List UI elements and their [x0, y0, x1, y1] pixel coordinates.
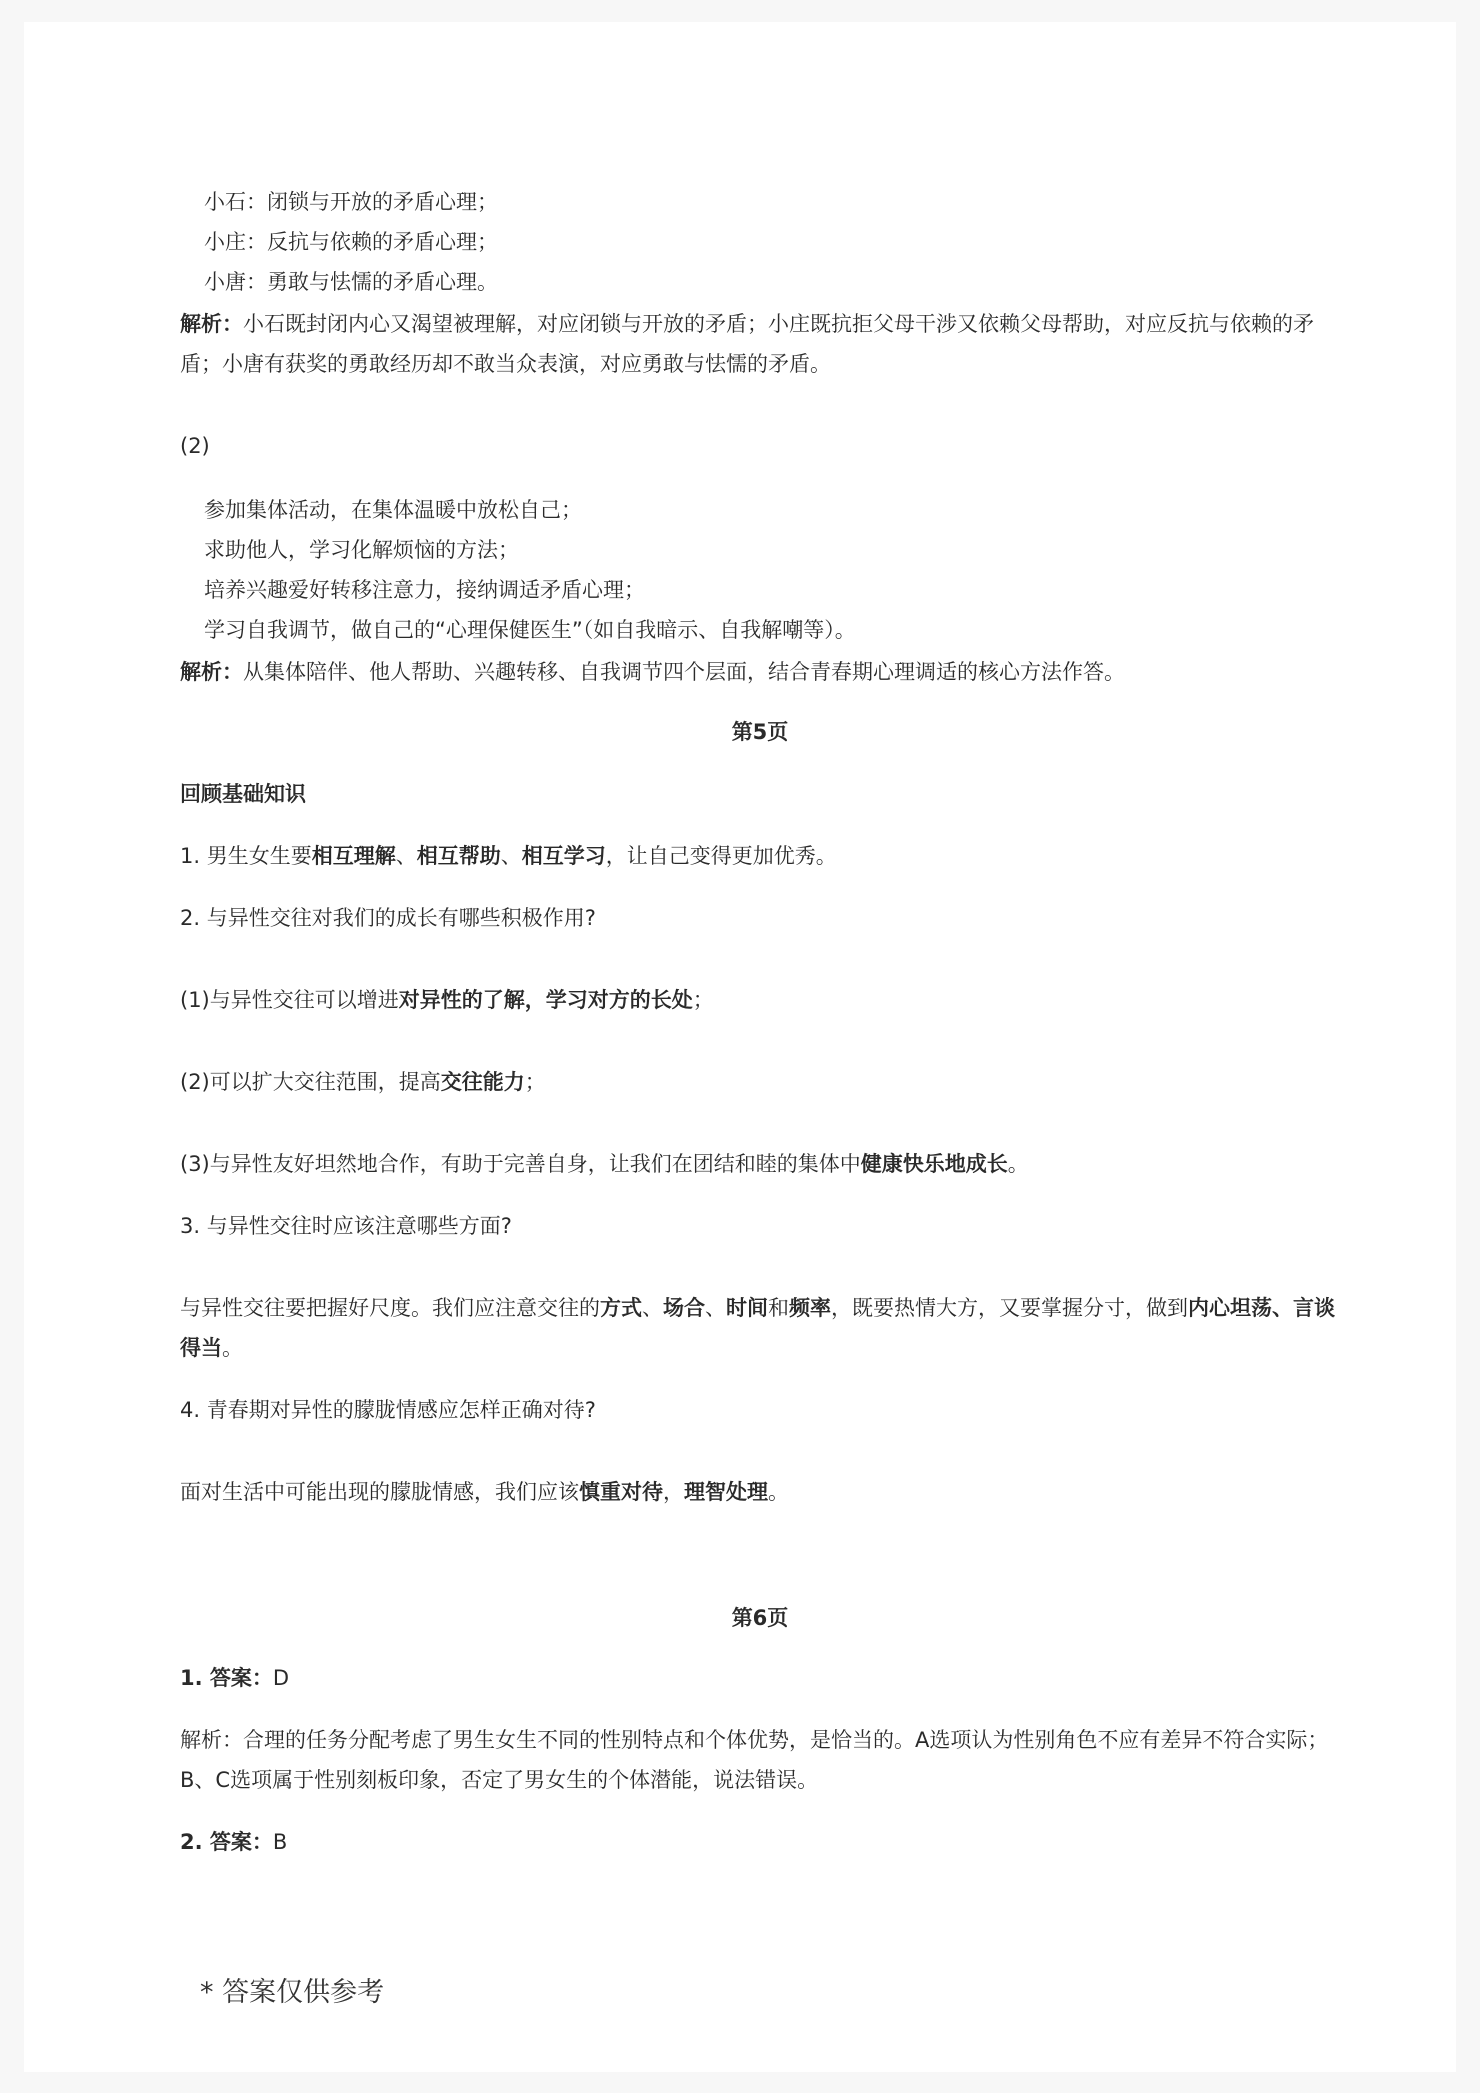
bold-text: 频率: [789, 1296, 831, 1320]
analysis-label: 解析：: [180, 312, 243, 336]
bold-text: 相互帮助: [416, 844, 501, 868]
bold-text: 对异性的了解，学习对方的长处: [398, 988, 693, 1012]
list-item: 参加集体活动，在集体温暖中放松自己；: [204, 498, 582, 522]
answer-value: D: [272, 1666, 290, 1690]
bold-text: 内心坦荡、言谈得当: [180, 1296, 1335, 1360]
text: ，让自己变得更加优秀。: [605, 844, 837, 868]
text: (3)与异性友好坦然地合作，有助于完善自身，让我们在团结和睦的集体中: [180, 1152, 861, 1176]
text: ；: [692, 988, 714, 1012]
part2-analysis: [180, 652, 1125, 692]
text: (2)可以扩大交往范围，提高: [180, 1070, 441, 1094]
text: ，既要热情大方，又要掌握分寸，做到: [831, 1296, 1188, 1320]
part1-list: [180, 182, 498, 302]
text: 面对生活中可能出现的朦胧情感，我们应该: [180, 1480, 579, 1504]
list-item: 培养兴趣爱好转移注意力，接纳调适矛盾心理；: [204, 578, 645, 602]
question-2: 2. 与异性交往对我们的成长有哪些积极作用?: [180, 906, 596, 930]
question-2-answer-3: [180, 1144, 1029, 1184]
text: 、: [500, 844, 522, 868]
list-item: 学习自我调节，做自己的“心理保健医生”（如自我暗示、自我解嘲等）。: [204, 618, 856, 642]
part2-number: (2): [180, 434, 210, 458]
question-3: 3. 与异性交往时应该注意哪些方面?: [180, 1214, 512, 1238]
bold-text: 场合: [663, 1296, 705, 1320]
text: ，: [663, 1480, 684, 1504]
bold-text: 时间: [726, 1296, 768, 1320]
question-4-answer: [180, 1472, 789, 1512]
list-item: 小唐：勇敢与怯懦的矛盾心理。: [204, 270, 498, 294]
question-4: 4. 青春期对异性的朦胧情感应怎样正确对待?: [180, 1398, 596, 1422]
answer-1-analysis: 解析：合理的任务分配考虑了男生女生不同的性别特点和个体优势，是恰当的。A选项认为性别角色不应有差异不符合实际；B、C选项属于性别刻板印象，否定了男女生的个体潜能，说法错误。: [180, 1728, 1329, 1792]
bold-text: 相互学习: [521, 844, 606, 868]
answer-label: 2. 答案：: [180, 1830, 273, 1854]
answer-1: [180, 1658, 289, 1698]
footer-note: * 答案仅供参考: [200, 1977, 385, 2008]
part2-list: [180, 490, 856, 650]
bold-text: 交往能力: [440, 1070, 525, 1094]
bold-text: 相互理解: [311, 844, 396, 868]
analysis-label: 解析：: [180, 660, 243, 684]
text: 、: [395, 844, 417, 868]
bold-text: 理智处理: [684, 1480, 768, 1504]
bold-text: 健康快乐地成长: [860, 1152, 1008, 1176]
list-item: 小庄：反抗与依赖的矛盾心理；: [204, 230, 498, 254]
analysis-text: 从集体陪伴、他人帮助、兴趣转移、自我调节四个层面，结合青春期心理调适的核心方法作答。: [243, 660, 1125, 684]
analysis-text: 小石既封闭内心又渴望被理解，对应闭锁与开放的矛盾；小庄既抗拒父母干涉又依赖父母帮助，对应反抗与依赖的矛盾；小唐有获奖的勇敢经历却不敢当众表演，对应勇敢与怯懦的矛盾。: [180, 312, 1314, 376]
answer-2: [180, 1822, 287, 1862]
review-heading: 回顾基础知识: [180, 782, 306, 806]
text: 、: [705, 1296, 726, 1320]
document-page: [24, 22, 1456, 2072]
text: 和: [768, 1296, 789, 1320]
question-3-answer: [180, 1288, 1340, 1368]
text: 。: [222, 1336, 243, 1360]
answer-label: 1. 答案：: [180, 1666, 273, 1690]
answer-value: B: [272, 1830, 288, 1854]
text: 。: [768, 1480, 789, 1504]
bold-text: 方式: [600, 1296, 642, 1320]
question-2-answer-2: [180, 1062, 546, 1102]
page6-title: 第6页: [731, 1606, 789, 1630]
list-item: 小石：闭锁与开放的矛盾心理；: [204, 190, 498, 214]
question-2-answer-1: [180, 980, 714, 1020]
bold-text: 慎重对待: [579, 1480, 663, 1504]
text: 1. 男生女生要: [180, 844, 312, 868]
question-1: [180, 836, 837, 876]
page5-title: 第5页: [731, 720, 789, 744]
list-item: 求助他人，学习化解烦恼的方法；: [204, 538, 519, 562]
text: ；: [524, 1070, 546, 1094]
part1-analysis: [180, 304, 1340, 384]
text: (1)与异性交往可以增进: [180, 988, 399, 1012]
text: 、: [642, 1296, 663, 1320]
text: 与异性交往要把握好尺度。我们应注意交往的: [180, 1296, 600, 1320]
text: 。: [1007, 1152, 1029, 1176]
